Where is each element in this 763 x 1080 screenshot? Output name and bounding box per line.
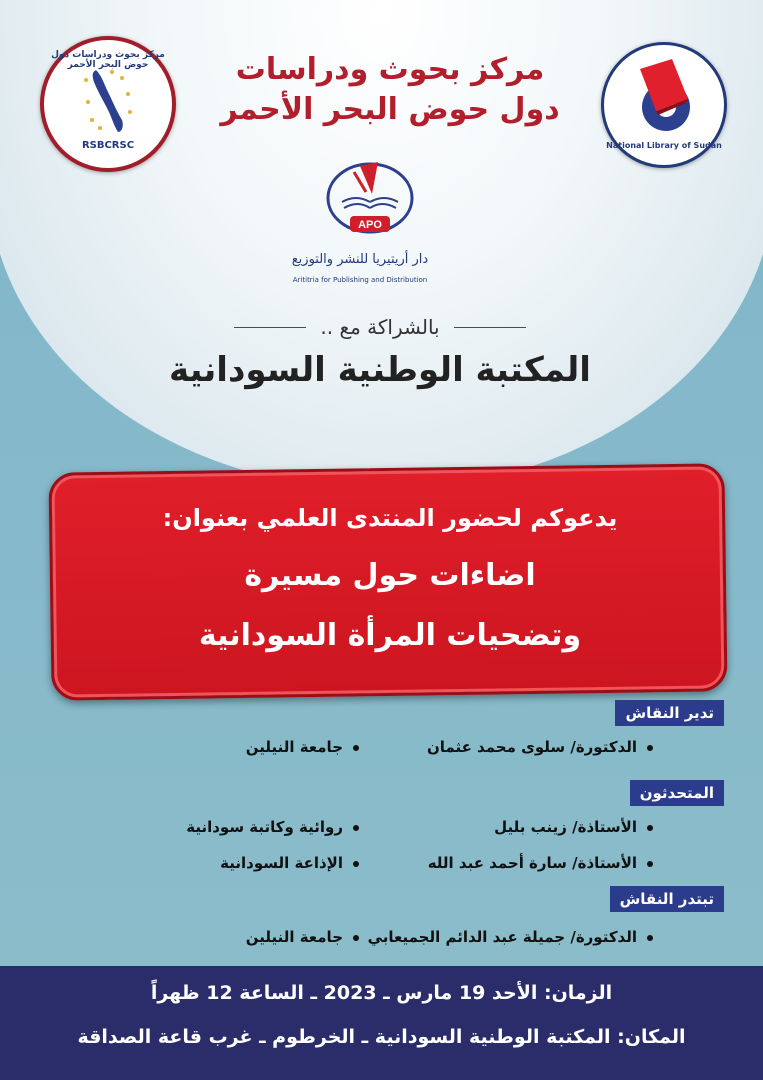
bullet [353, 825, 359, 831]
bullet [647, 861, 653, 867]
opener-name [368, 928, 653, 946]
partner-library-name: المكتبة الوطنية السودانية [169, 350, 591, 390]
bullet [647, 935, 653, 941]
center-title [180, 50, 600, 130]
red-sea-map-icon [78, 66, 138, 136]
rsbcrsc-logo-text: مركز بحوث ودراسات دول حوض البحر الأحمر [51, 50, 165, 70]
apo-logo-text: APO [358, 219, 382, 231]
moderator-affiliation [246, 738, 359, 756]
speaker-2-name [428, 854, 653, 872]
bullet [647, 825, 653, 831]
speaker-1-name [494, 818, 653, 836]
apo-publisher-logo [320, 158, 420, 248]
moderator-affiliation-text: جامعة النيلين [245, 738, 343, 756]
bullet [647, 745, 653, 751]
publisher-name-en: Arititria for Publishing and Distribution [292, 276, 428, 284]
banner-title-line2: وتضحيات المرأة السودانية [198, 618, 582, 653]
divider [454, 327, 526, 328]
rsbcrsc-logo [40, 36, 176, 172]
national-library-logo-text: National Library of Sudan [606, 141, 722, 150]
banner-title-line1: اضاءات حول مسيرة [244, 558, 536, 593]
speaker-1-name-text: الأستاذة/ زينب بليل [494, 818, 637, 836]
speaker-1-affiliation [186, 818, 359, 836]
publisher-name-ar: دار أريتيريا للنشر والتوزيع [291, 252, 429, 267]
partnership-line [210, 312, 550, 342]
banner-invite-text: يدعوكم لحضور المنتدى العلمي بعنوان: [162, 504, 618, 532]
bullet [353, 745, 359, 751]
opener-name-text: الدكتورة/ جميلة عبد الدائم الجميعابي [367, 928, 637, 946]
speaker-2-name-text: الأستاذة/ سارة أحمد عبد الله [427, 854, 637, 872]
opener-affiliation-text: جامعة النيلين [245, 928, 343, 946]
speaker-1-affiliation-text: روائية وكاتبة سودانية [186, 818, 343, 836]
speakers-heading: المتحدثون [630, 780, 724, 806]
center-title-line2: دول حوض البحر الأحمر [220, 92, 560, 127]
partnership-label: بالشراكة مع .. [320, 315, 440, 339]
bullet [353, 861, 359, 867]
opener-affiliation [246, 928, 359, 946]
speaker-2-affiliation [220, 854, 359, 872]
rsbcrsc-abbr: RSBCRSC [81, 140, 135, 151]
moderator-heading: تدير النقاش [615, 700, 724, 726]
divider [234, 327, 306, 328]
moderator-name-text: الدكتورة/ سلوى محمد عثمان [426, 738, 637, 756]
speaker-2-affiliation-text: الإذاعة السودانية [220, 854, 343, 872]
center-title-line1: مركز بحوث ودراسات [235, 52, 545, 87]
opener-heading: تبتدر النقاش [610, 886, 724, 912]
event-time: الزمان: الأحد 19 مارس ـ 2023 ـ الساعة 12 ظهراً [150, 982, 613, 1004]
bullet [353, 935, 359, 941]
book-icon [626, 55, 702, 141]
event-place: المكان: المكتبة الوطنية السودانية ـ الخرطوم ـ غرب قاعة الصداقة [77, 1026, 686, 1048]
national-library-logo [601, 42, 727, 168]
moderator-name [427, 738, 653, 756]
